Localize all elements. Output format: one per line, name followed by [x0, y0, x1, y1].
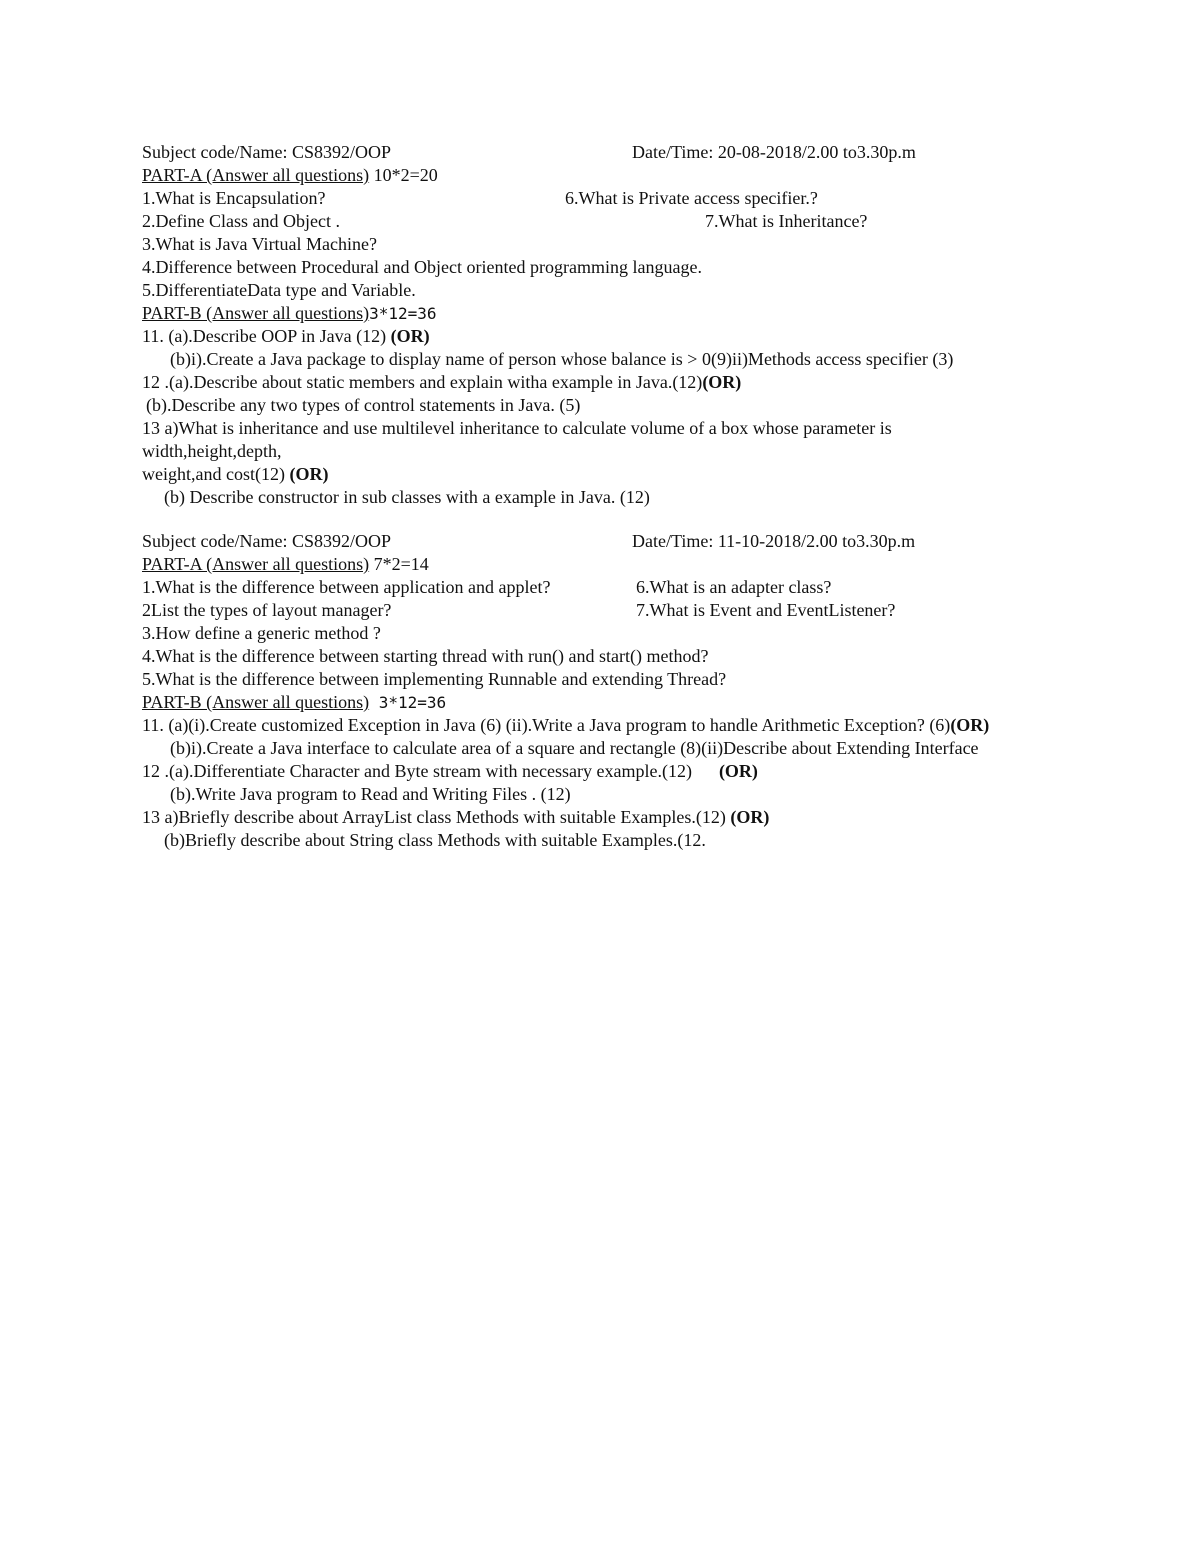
question-2: 2List the types of layout manager?	[142, 600, 392, 620]
or-label: (OR)	[702, 372, 742, 392]
question-5: 5.What is the difference between implementing Runnable and extending Thread?	[142, 669, 727, 689]
question-12a	[142, 760, 1142, 783]
question-12a-text: 12 .(a).Differentiate Character and Byte stream with necessary example.(12)	[142, 761, 719, 781]
question-13a-text: 13 a)Briefly describe about ArrayList class Methods with suitable Examples.(12)	[142, 807, 731, 827]
question-13a-text: weight,and cost(12)	[142, 464, 290, 484]
question-4: 4.What is the difference between starting thread with run() and start() method?	[142, 646, 709, 666]
paper-1-header	[142, 141, 1142, 164]
subject-code: Subject code/Name: CS8392/OOP	[142, 142, 391, 162]
part-b-heading	[142, 691, 1142, 714]
question-row	[142, 599, 1142, 622]
part-b-marks: 3*12=36	[369, 304, 437, 323]
question-12a-text: 12 .(a).Describe about static members and explain witha example in Java.(12)	[142, 372, 703, 392]
part-b-title: PART-B (Answer all questions)	[142, 692, 370, 712]
date-time: Date/Time: 20-08-2018/2.00 to3.30p.m	[632, 142, 916, 162]
question-13b: (b)Briefly describe about String class Methods with suitable Examples.(12.	[164, 830, 706, 850]
question-7: 7.What is Event and EventListener?	[636, 600, 896, 620]
question-11a	[142, 325, 1142, 348]
question-12b: (b).Describe any two types of control statements in Java. (5)	[146, 395, 581, 415]
or-label: (OR)	[390, 326, 430, 346]
part-a-marks: 7*2=14	[369, 554, 429, 574]
paper-spacer	[142, 509, 1142, 530]
question-3: 3.How define a generic method ?	[142, 623, 381, 643]
or-label: (OR)	[289, 464, 329, 484]
part-b-heading	[142, 302, 1142, 325]
question-11b: (b)i).Create a Java interface to calculate area of a square and rectangle (8)(ii)Describe about Extending Interface	[170, 738, 979, 758]
question-6: 6.What is an adapter class?	[636, 577, 832, 597]
part-a-title: PART-A (Answer all questions)	[142, 165, 370, 185]
question-11a-text: 11. (a)(i).Create customized Exception in Java (6) (ii).Write a Java program to handle Arithmetic Exception? (6)	[142, 715, 951, 735]
question-11b: (b)i).Create a Java package to display name of person whose balance is > 0(9)ii)Methods access specifier (3)	[170, 349, 954, 369]
question-1: 1.What is the difference between application and applet?	[142, 577, 551, 597]
question-11a-text: 11. (a).Describe OOP in Java (12)	[142, 326, 391, 346]
subject-code: Subject code/Name: CS8392/OOP	[142, 531, 391, 551]
question-12b: (b).Write Java program to Read and Writing Files . (12)	[170, 784, 571, 804]
question-7: 7.What is Inheritance?	[705, 211, 868, 231]
part-b-marks: 3*12=36	[369, 693, 447, 712]
part-a-marks: 10*2=20	[369, 165, 438, 185]
part-a-title: PART-A (Answer all questions)	[142, 554, 370, 574]
question-paper-page	[142, 141, 1142, 852]
question-row	[142, 576, 1142, 599]
date-time: Date/Time: 11-10-2018/2.00 to3.30p.m	[632, 531, 916, 551]
question-6: 6.What is Private access specifier.?	[565, 188, 818, 208]
question-4: 4.Difference between Procedural and Object oriented programming language.	[142, 257, 702, 277]
question-5: 5.DifferentiateData type and Variable.	[142, 280, 416, 300]
question-11a	[142, 714, 1052, 737]
or-label: (OR)	[718, 761, 758, 781]
question-row	[142, 210, 1142, 233]
or-label: (OR)	[730, 807, 770, 827]
question-13a: 13 a)What is inheritance and use multilevel inheritance to calculate volume of a box whose parameter is width,height,depth,	[142, 418, 892, 461]
question-2: 2.Define Class and Object .	[142, 211, 340, 231]
question-13a	[142, 806, 1142, 829]
question-row	[142, 187, 1142, 210]
part-b-title: PART-B (Answer all questions)	[142, 303, 370, 323]
question-3: 3.What is Java Virtual Machine?	[142, 234, 378, 254]
part-a-heading	[142, 164, 1142, 187]
or-label: (OR)	[950, 715, 990, 735]
question-13a-cont	[142, 463, 1142, 486]
question-13b: (b) Describe constructor in sub classes with a example in Java. (12)	[164, 487, 650, 507]
question-1: 1.What is Encapsulation?	[142, 188, 326, 208]
paper-1	[142, 141, 1142, 509]
paper-2-header	[142, 530, 1142, 553]
paper-2	[142, 530, 1142, 852]
question-12a	[142, 371, 1142, 394]
part-a-heading	[142, 553, 1142, 576]
